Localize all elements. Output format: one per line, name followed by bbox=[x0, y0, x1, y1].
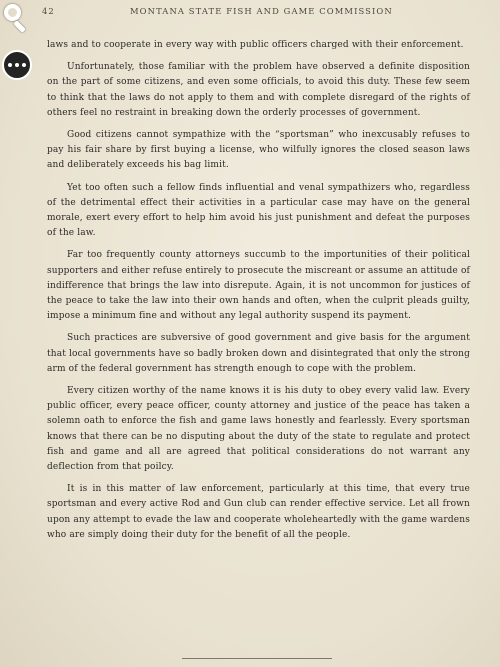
running-head bbox=[42, 4, 470, 20]
paragraph: Unfortunately, those familiar with the problem have observed a definite disposition on the part of some citizens, and even some officials, to avoid this duty. These few seem to think that the laws do not apply to them and with complete disregard of the rights of others feel no restraint in breaking down the orderly processes of government. bbox=[47, 62, 470, 118]
body-text bbox=[47, 38, 470, 550]
bottom-rule bbox=[182, 658, 332, 659]
paragraph: laws and to cooperate in every way with public officers charged with their enforcement. bbox=[47, 40, 464, 50]
paragraph: It is in this matter of law enforcement, particularly at this time, that every true sportsman and every active Rod and Gun club can render effective service. Let all frown upon any attempt to evade the law and cooperate wholeheartedly with the game wardens who are simply doing their duty for the benefit of all the people. bbox=[47, 484, 470, 540]
more-options-icon bbox=[2, 50, 32, 80]
more-options-button[interactable] bbox=[0, 48, 33, 81]
paragraph: Yet too often such a fellow finds influential and venal sympathizers who, regardless of the detrimental effect their activities in a particular case may have on the general morale, exert every effort to help him avoid his just punishment and defeat the purposes of the law. bbox=[47, 182, 470, 239]
running-title: MONTANA STATE FISH AND GAME COMMISSION bbox=[130, 6, 393, 16]
search-button[interactable] bbox=[0, 2, 33, 35]
paragraph: Every citizen worthy of the name knows it is his duty to obey every valid law. Every public officer, every peace officer, county attorney and justice of the peace has taken a solemn oath to enforce the fish and game laws honestly and fearlessly. Every sportsman knows that there can be no disputing about the duty of the state to regulate and protect fish and game and all are agreed that political considerations do not warrant any deflection from that poilcy. bbox=[47, 386, 470, 473]
paragraph: Far too frequently county attorneys succumb to the importunities of their political supporters and either refuse entirely to prosecute the miscreant or assume an attitude of indifference that brings the law into disrepute. Again, it is not uncommon for justices of the peace to take the law into their own hands and often, when the culprit pleads guilty, impose a minimum fine and without any legal authority suspend its payment. bbox=[47, 250, 470, 322]
paragraph: Good citizens cannot sympathize with the “sportsman” who inexcusably refuses to pay his fair share by first buying a license, who wilfully ignores the closed season laws and deliberately exceeds his bag limit. bbox=[47, 130, 470, 171]
paragraph: Such practices are subversive of good government and give basis for the argument that local governments have so badly broken down and disintegrated that only the strong arm of the federal government has strength enough to cope with the problem. bbox=[47, 333, 470, 374]
page-number: 42 bbox=[42, 6, 55, 16]
